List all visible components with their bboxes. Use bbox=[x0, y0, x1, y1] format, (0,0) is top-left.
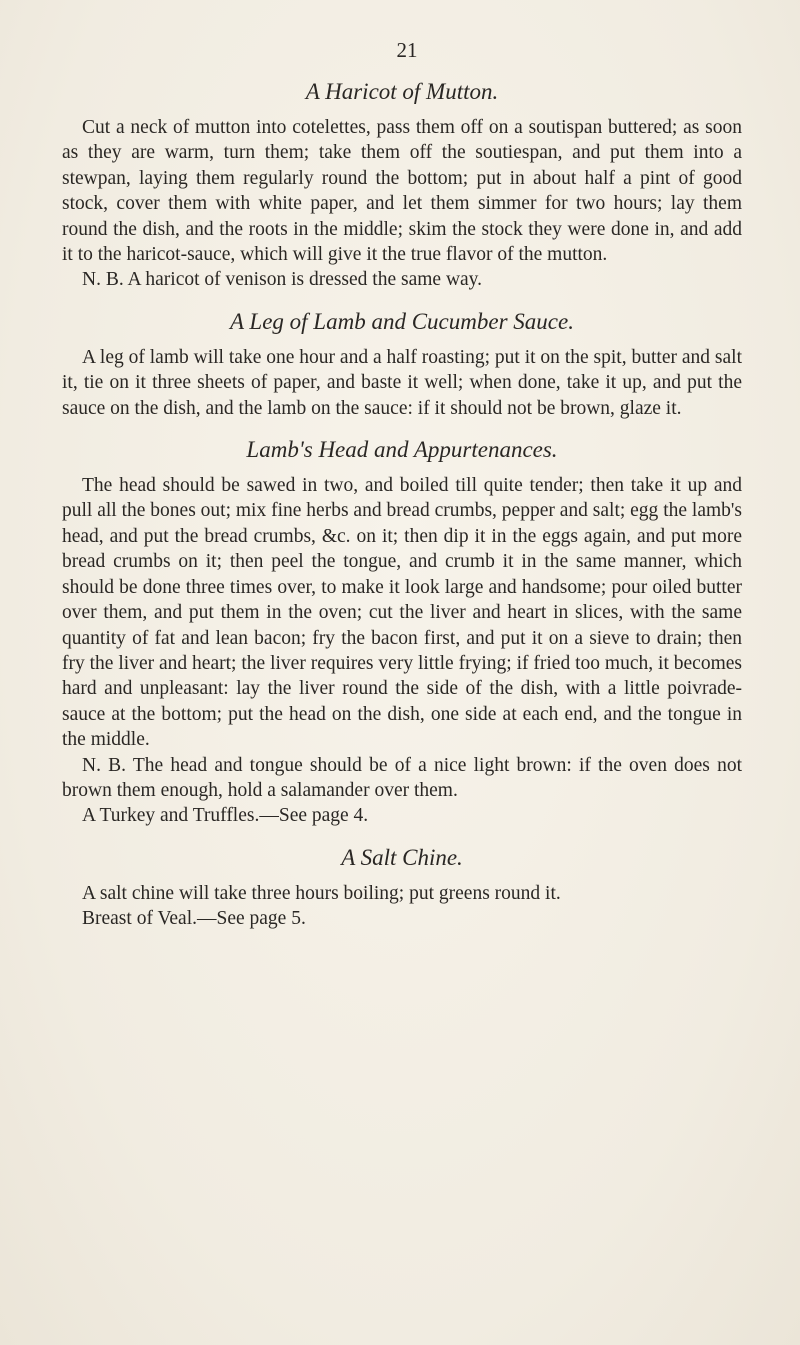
heading-leg-of-lamb: A Leg of Lamb and Cucumber Sauce. bbox=[230, 308, 574, 334]
page-number: 21 bbox=[396, 38, 418, 62]
paragraph-salt-chine: A salt chine will take three hours boiling; put greens round it. bbox=[82, 882, 561, 904]
paragraph-lambs-head-method: The head should be sawed in two, and boiled till quite tender; then take it up and pull all the bones out; mix fine herbs and bread crumbs, pepper and salt; egg the lamb's head, and put the bread crumbs, &c. on it; then dip it in the eggs again, and put more bread crumbs on it; then peel the tongue, and crumb it in the same manner, which should be done three times over, to make it look large and handsome; pour oiled butter over them, and put them in the oven; cut the liver and heart in slices, with the same quantity of fat and lean bacon; fry the bacon first, and put it on a sieve to drain; then fry the liver and heart; the liver requires very little frying; if fried too much, it becomes hard and unpleasant: lay the liver round the side of the dish, with a little poivrade-sauce at the bottom; put the head on the dish, one side at each end, and the tongue in the middle. bbox=[62, 475, 742, 751]
paragraph-leg-of-lamb: A leg of lamb will take one hour and a half roasting; put it on the spit, butter and salt it, tie on it three sheets of paper, and baste it well; when done, take it up, and put the sauce on the dish, and the lamb on the sauce: if it should not be brown, glaze it. bbox=[62, 346, 742, 419]
paragraph-veal-reference: Breast of Veal.—See page 5. bbox=[82, 908, 306, 930]
paragraph-haricot-note: N. B. A haricot of venison is dressed the same way. bbox=[82, 269, 483, 291]
page-text bbox=[62, 38, 742, 932]
heading-lambs-head: Lamb's Head and Appurtenances. bbox=[246, 437, 558, 463]
paragraph-lambs-head-note: N. B. The head and tongue should be of a nice light brown: if the oven does not brown them enough, hold a salamander over them. bbox=[62, 754, 742, 801]
heading-haricot-of-mutton: A Haricot of Mutton. bbox=[305, 79, 499, 104]
paragraph-turkey-reference: A Turkey and Truffles.—See page 4. bbox=[82, 805, 369, 827]
heading-salt-chine: A Salt Chine. bbox=[341, 844, 463, 870]
paragraph-haricot-method: Cut a neck of mutton into cotelettes, pass them off on a soutispan buttered; as soon as they are warm, turn them; take them off the soutiespan, and put them into a stewpan, laying them regularly round the bottom; put in about half a pint of good stock, cover them with white paper, and let them simmer for two hours; lay them round the dish, and the roots in the middle; skim the stock they were done in, and add it to the haricot-sauce, which will give it the true flavor of the mutton. bbox=[62, 117, 742, 266]
